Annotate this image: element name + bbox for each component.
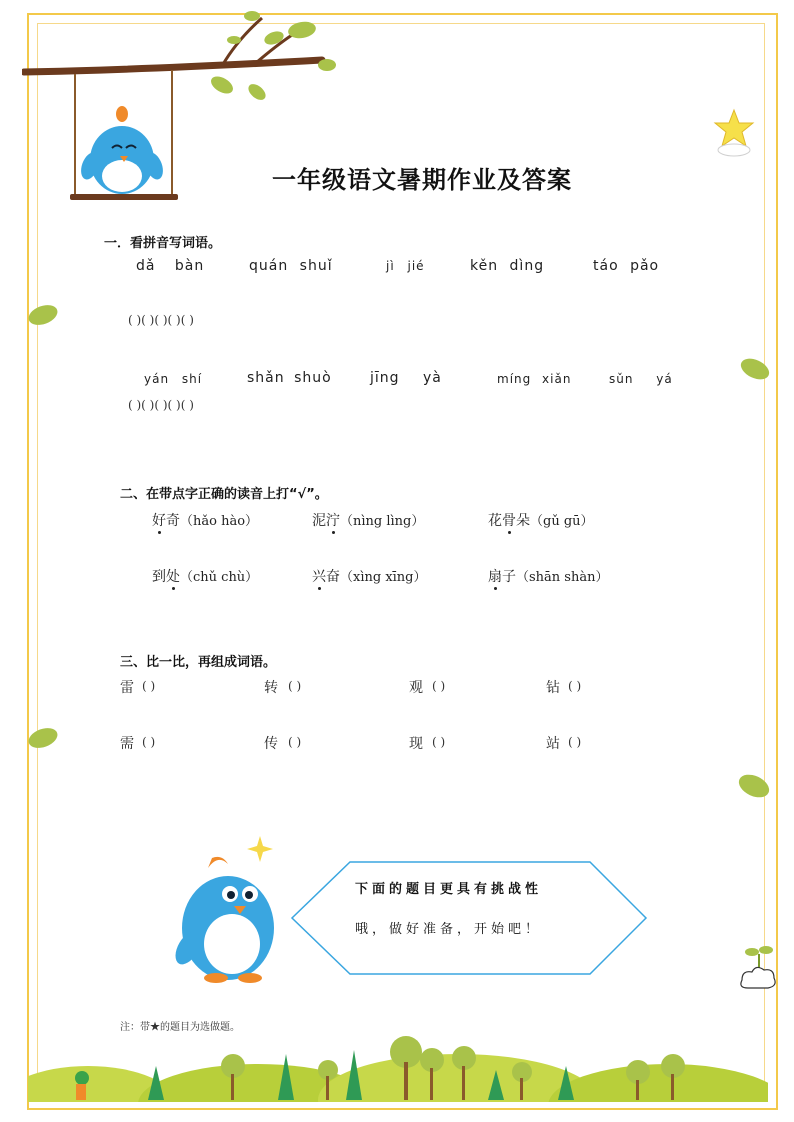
compare-blank[interactable]: ( ) (432, 679, 446, 693)
reading-item-5[interactable] (312, 566, 427, 586)
reading-item-4-options: （chǔ chù） (180, 570, 259, 585)
compare-blank[interactable]: ( ) (288, 679, 302, 693)
compare-blank[interactable]: ( ) (568, 735, 582, 749)
compare-blank[interactable]: ( ) (568, 679, 582, 693)
compare-char-2-1: 需 (120, 736, 134, 752)
compare-blank[interactable]: ( ) (142, 735, 156, 749)
dotted-char: 兴 (312, 566, 326, 586)
dotted-char: 好 (152, 510, 166, 530)
reading-item-5-options: （xìng xīng） (340, 570, 427, 585)
compare-char-1-1: 雷 (120, 680, 134, 696)
pinyin-2-3: jīng yà (370, 370, 442, 386)
leaf-icon (738, 356, 772, 382)
reading-item-3-pre: 花 (488, 513, 502, 529)
pinyin-1-5: táo pǎo (593, 258, 660, 274)
reading-item-3[interactable] (488, 510, 594, 530)
pinyin-1-1: dǎ bàn (136, 258, 205, 274)
compare-char-2-2: 传 (264, 736, 278, 752)
pinyin-2-1: yán shí (144, 372, 203, 386)
reading-item-3-options: （gǔ gū） (530, 514, 594, 529)
answer-blanks-row1[interactable]: ( )( )( )( )( ) (128, 313, 194, 327)
dotted-char: 处 (166, 566, 180, 586)
reading-item-6-options: （shān shàn） (516, 570, 609, 585)
section1-heading: 一．看拼音写词语。 (104, 236, 222, 251)
compare-char-2-4: 站 (546, 736, 560, 752)
footnote: 注：带★的题目为选做题。 (120, 1022, 240, 1033)
compare-blank[interactable]: ( ) (432, 735, 446, 749)
compare-char-1-3: 观 (409, 680, 423, 696)
bubble-line-1: 下面的题目更具有挑战性 (355, 882, 543, 897)
section3-heading: 三、比一比，再组成词语。 (120, 655, 277, 670)
star-icon (712, 108, 756, 158)
pinyin-2-5: sǔn yá (609, 372, 673, 386)
leaf-icon (736, 772, 772, 800)
reading-item-2-pre: 泥 (312, 513, 326, 529)
bubble-line-2: 哦，做好准备，开始吧！ (355, 922, 543, 937)
reading-item-1[interactable] (152, 510, 258, 530)
section2-heading: 二、在带点字正确的读音上打“√”。 (120, 487, 328, 502)
reading-item-2[interactable] (312, 510, 424, 530)
compare-char-1-4: 钻 (546, 680, 560, 696)
reading-item-6-post: 子 (502, 569, 516, 585)
sprout-cloud-icon (736, 940, 782, 990)
reading-item-1-post: 奇 (166, 513, 180, 529)
pinyin-1-4: kěn dìng (470, 258, 545, 274)
reading-item-1-options: （hǎo hào） (180, 514, 259, 529)
pinyin-1-3: jì jié (386, 259, 425, 273)
landscape-illustration (28, 1026, 768, 1102)
pinyin-2-4: míng xiǎn (497, 372, 572, 386)
dotted-char: 骨 (502, 510, 516, 530)
leaf-icon (26, 302, 60, 328)
pinyin-1-2: quán shuǐ (249, 258, 333, 274)
answer-blanks-row2[interactable]: ( )( )( )( )( ) (128, 398, 194, 412)
reading-item-6[interactable] (488, 566, 608, 586)
compare-char-1-2: 转 (264, 680, 278, 696)
reading-item-2-options: （nìng lìng） (340, 514, 425, 529)
pinyin-2-2: shǎn shuò (247, 370, 332, 386)
compare-blank[interactable]: ( ) (142, 679, 156, 693)
reading-item-4-pre: 到 (152, 569, 166, 585)
compare-char-2-3: 现 (409, 736, 423, 752)
compare-blank[interactable]: ( ) (288, 735, 302, 749)
leaf-icon (26, 725, 60, 751)
dotted-char: 扇 (488, 566, 502, 586)
bird-mascot-illustration (168, 832, 290, 988)
reading-item-5-post: 奋 (326, 569, 340, 585)
reading-item-4[interactable] (152, 566, 258, 586)
dotted-char: 泞 (326, 510, 340, 530)
reading-item-3-post: 朵 (516, 513, 530, 529)
page-title: 一年级语文暑期作业及答案 (272, 166, 572, 194)
